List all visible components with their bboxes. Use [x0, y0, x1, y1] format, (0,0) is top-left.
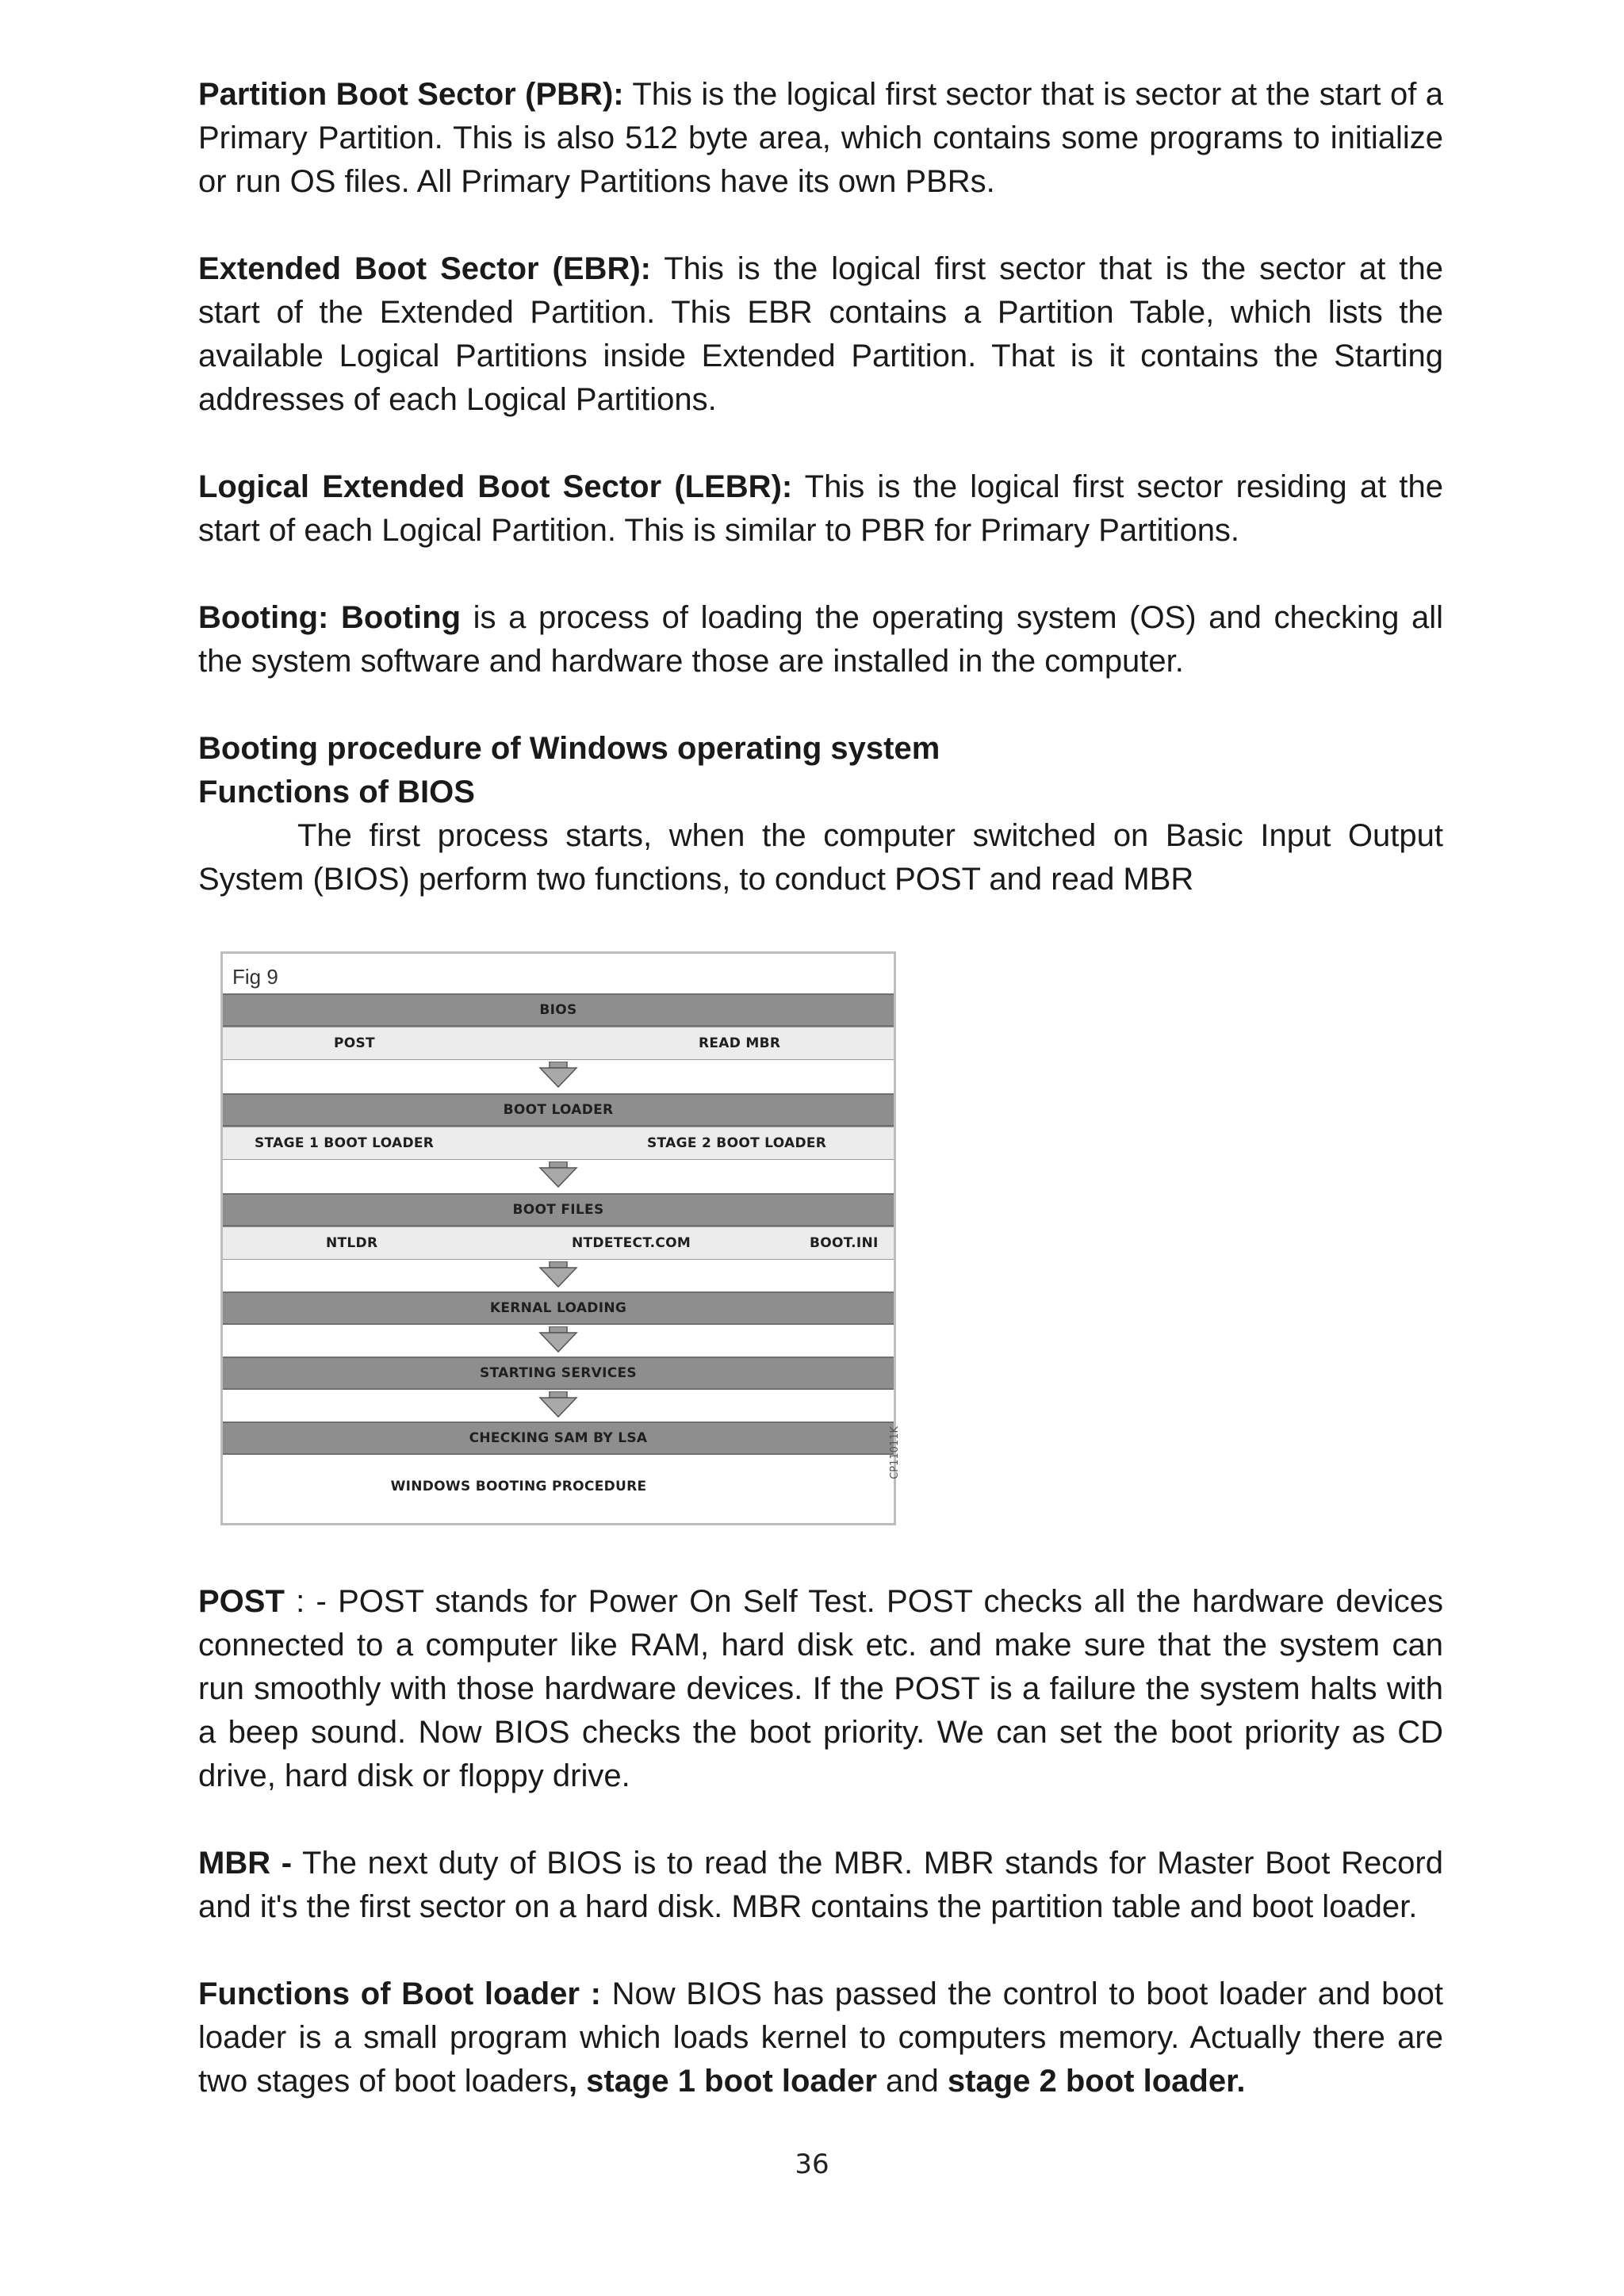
label-bootini: BOOT.INI [810, 1235, 879, 1251]
band-bios-functions [223, 1027, 894, 1060]
term-bootloader: Functions of Boot loader : [198, 1976, 601, 2011]
band-boot-files-list [223, 1226, 894, 1260]
label-read-mbr: READ MBR [699, 1035, 781, 1051]
text-post: : - POST stands for Power On Self Test. POST checks all the hardware devices connected to a computer like RAM, hard disk etc. and make sure that the system can run smoothly with those hardware devices. If the POST is a failure the system halts with a beep sound. Now BIOS checks the boot priority. We can set the boot priority as CD drive, hard disk or floppy drive. [198, 1584, 1443, 1793]
heading-booting-procedure: Booting procedure of Windows operating system [198, 731, 940, 766]
bold-stage1: , stage 1 boot loader [568, 2064, 877, 2099]
label-stage2: STAGE 2 BOOT LOADER [647, 1135, 827, 1151]
heading-functions-bios: Functions of BIOS [198, 775, 475, 809]
paragraph-ebr [198, 247, 1443, 422]
figure-code: CP11011K [889, 1426, 901, 1479]
label-ntdetect: NTDETECT.COM [572, 1235, 691, 1251]
label-kernal-loading: KERNAL LOADING [489, 1300, 627, 1316]
page-number: 36 [795, 2149, 829, 2180]
paragraph-booting [198, 596, 1443, 683]
down-arrow-icon [538, 1391, 578, 1418]
text-ebr: This is the logical first sector that is the sector at the start of the Extended Partition. This EBR contains a Partition Table, which lists the available Logical Partitions inside Extended Partition. That is it contains the Starting addresses of each Logical Partitions. [198, 251, 1444, 417]
band-boot-loader-stages [223, 1127, 894, 1160]
paragraph-bios-intro: The first process starts, when the computer switched on Basic Input Output System (BIOS) perform two functions, to conduct POST and read MBR [198, 818, 1443, 897]
figure-windows-booting [220, 951, 901, 1525]
paragraph-bootloader [198, 1973, 1443, 2103]
page-content-lower [198, 1580, 1443, 2103]
text-mbr: The next duty of BIOS is to read the MBR. MBR stands for Master Boot Record and it's the first sector on a hard disk. MBR contains the partition table and boot loader. [198, 1846, 1443, 1924]
paragraph-pbr [198, 73, 1443, 204]
text-booting: is a process of loading the operating system (OS) and checking all the system software and hardware those are installed in the computer. [198, 600, 1444, 679]
term-mbr: MBR - [198, 1846, 293, 1881]
label-caption: WINDOWS BOOTING PROCEDURE [390, 1479, 647, 1494]
bold-stage2: stage 2 boot loader. [947, 2064, 1246, 2099]
term-post: POST [198, 1584, 285, 1619]
label-boot-files: BOOT FILES [512, 1202, 604, 1218]
text-pbr: This is the logical first sector that is sector at the start of a Primary Partition. This is also 512 byte area, which contains some programs to initialize or run OS files. All Primary Partitions have its own PBRs. [198, 77, 1444, 199]
term-booting: Booting: Booting [198, 600, 462, 635]
paragraph-lebr [198, 465, 1443, 553]
figure-label: Fig 9 [232, 965, 278, 989]
band-boot-loader [223, 1093, 894, 1127]
band-bios [223, 993, 894, 1027]
band-caption [223, 1463, 894, 1510]
paragraph-post [198, 1580, 1443, 1798]
text-lebr: This is the logical first sector residing at the start of each Logical Partition. This is similar to PBR for Primary Partitions. [198, 469, 1444, 548]
label-stage1: STAGE 1 BOOT LOADER [255, 1135, 435, 1151]
down-arrow-icon [538, 1326, 578, 1353]
term-lebr: Logical Extended Boot Sector (LEBR): [198, 469, 793, 504]
term-ebr: Extended Boot Sector (EBR): [198, 251, 651, 286]
band-checking-sam [223, 1422, 894, 1455]
band-kernal-loading [223, 1292, 894, 1325]
down-arrow-icon [538, 1261, 578, 1288]
text-bootloader-1: Now BIOS has passed the control to boot loader and boot loader is a small program which loads kernel to computers memory. Actually there are two stages of boot loaders [198, 1976, 1444, 2099]
label-starting-services: STARTING SERVICES [480, 1365, 637, 1381]
band-starting-services [223, 1357, 894, 1390]
paragraph-mbr [198, 1842, 1443, 1929]
label-boot-loader: BOOT LOADER [503, 1102, 614, 1118]
label-checking-sam: CHECKING SAM BY LSA [469, 1430, 648, 1446]
term-pbr: Partition Boot Sector (PBR): [198, 77, 624, 112]
label-ntldr: NTLDR [326, 1235, 378, 1251]
text-bootloader-2: and [876, 2064, 948, 2099]
down-arrow-icon [538, 1161, 578, 1188]
down-arrow-icon [538, 1062, 578, 1089]
page-content [198, 73, 1443, 901]
band-boot-files [223, 1193, 894, 1226]
label-post: POST [334, 1035, 375, 1051]
label-bios: BIOS [539, 1002, 577, 1018]
